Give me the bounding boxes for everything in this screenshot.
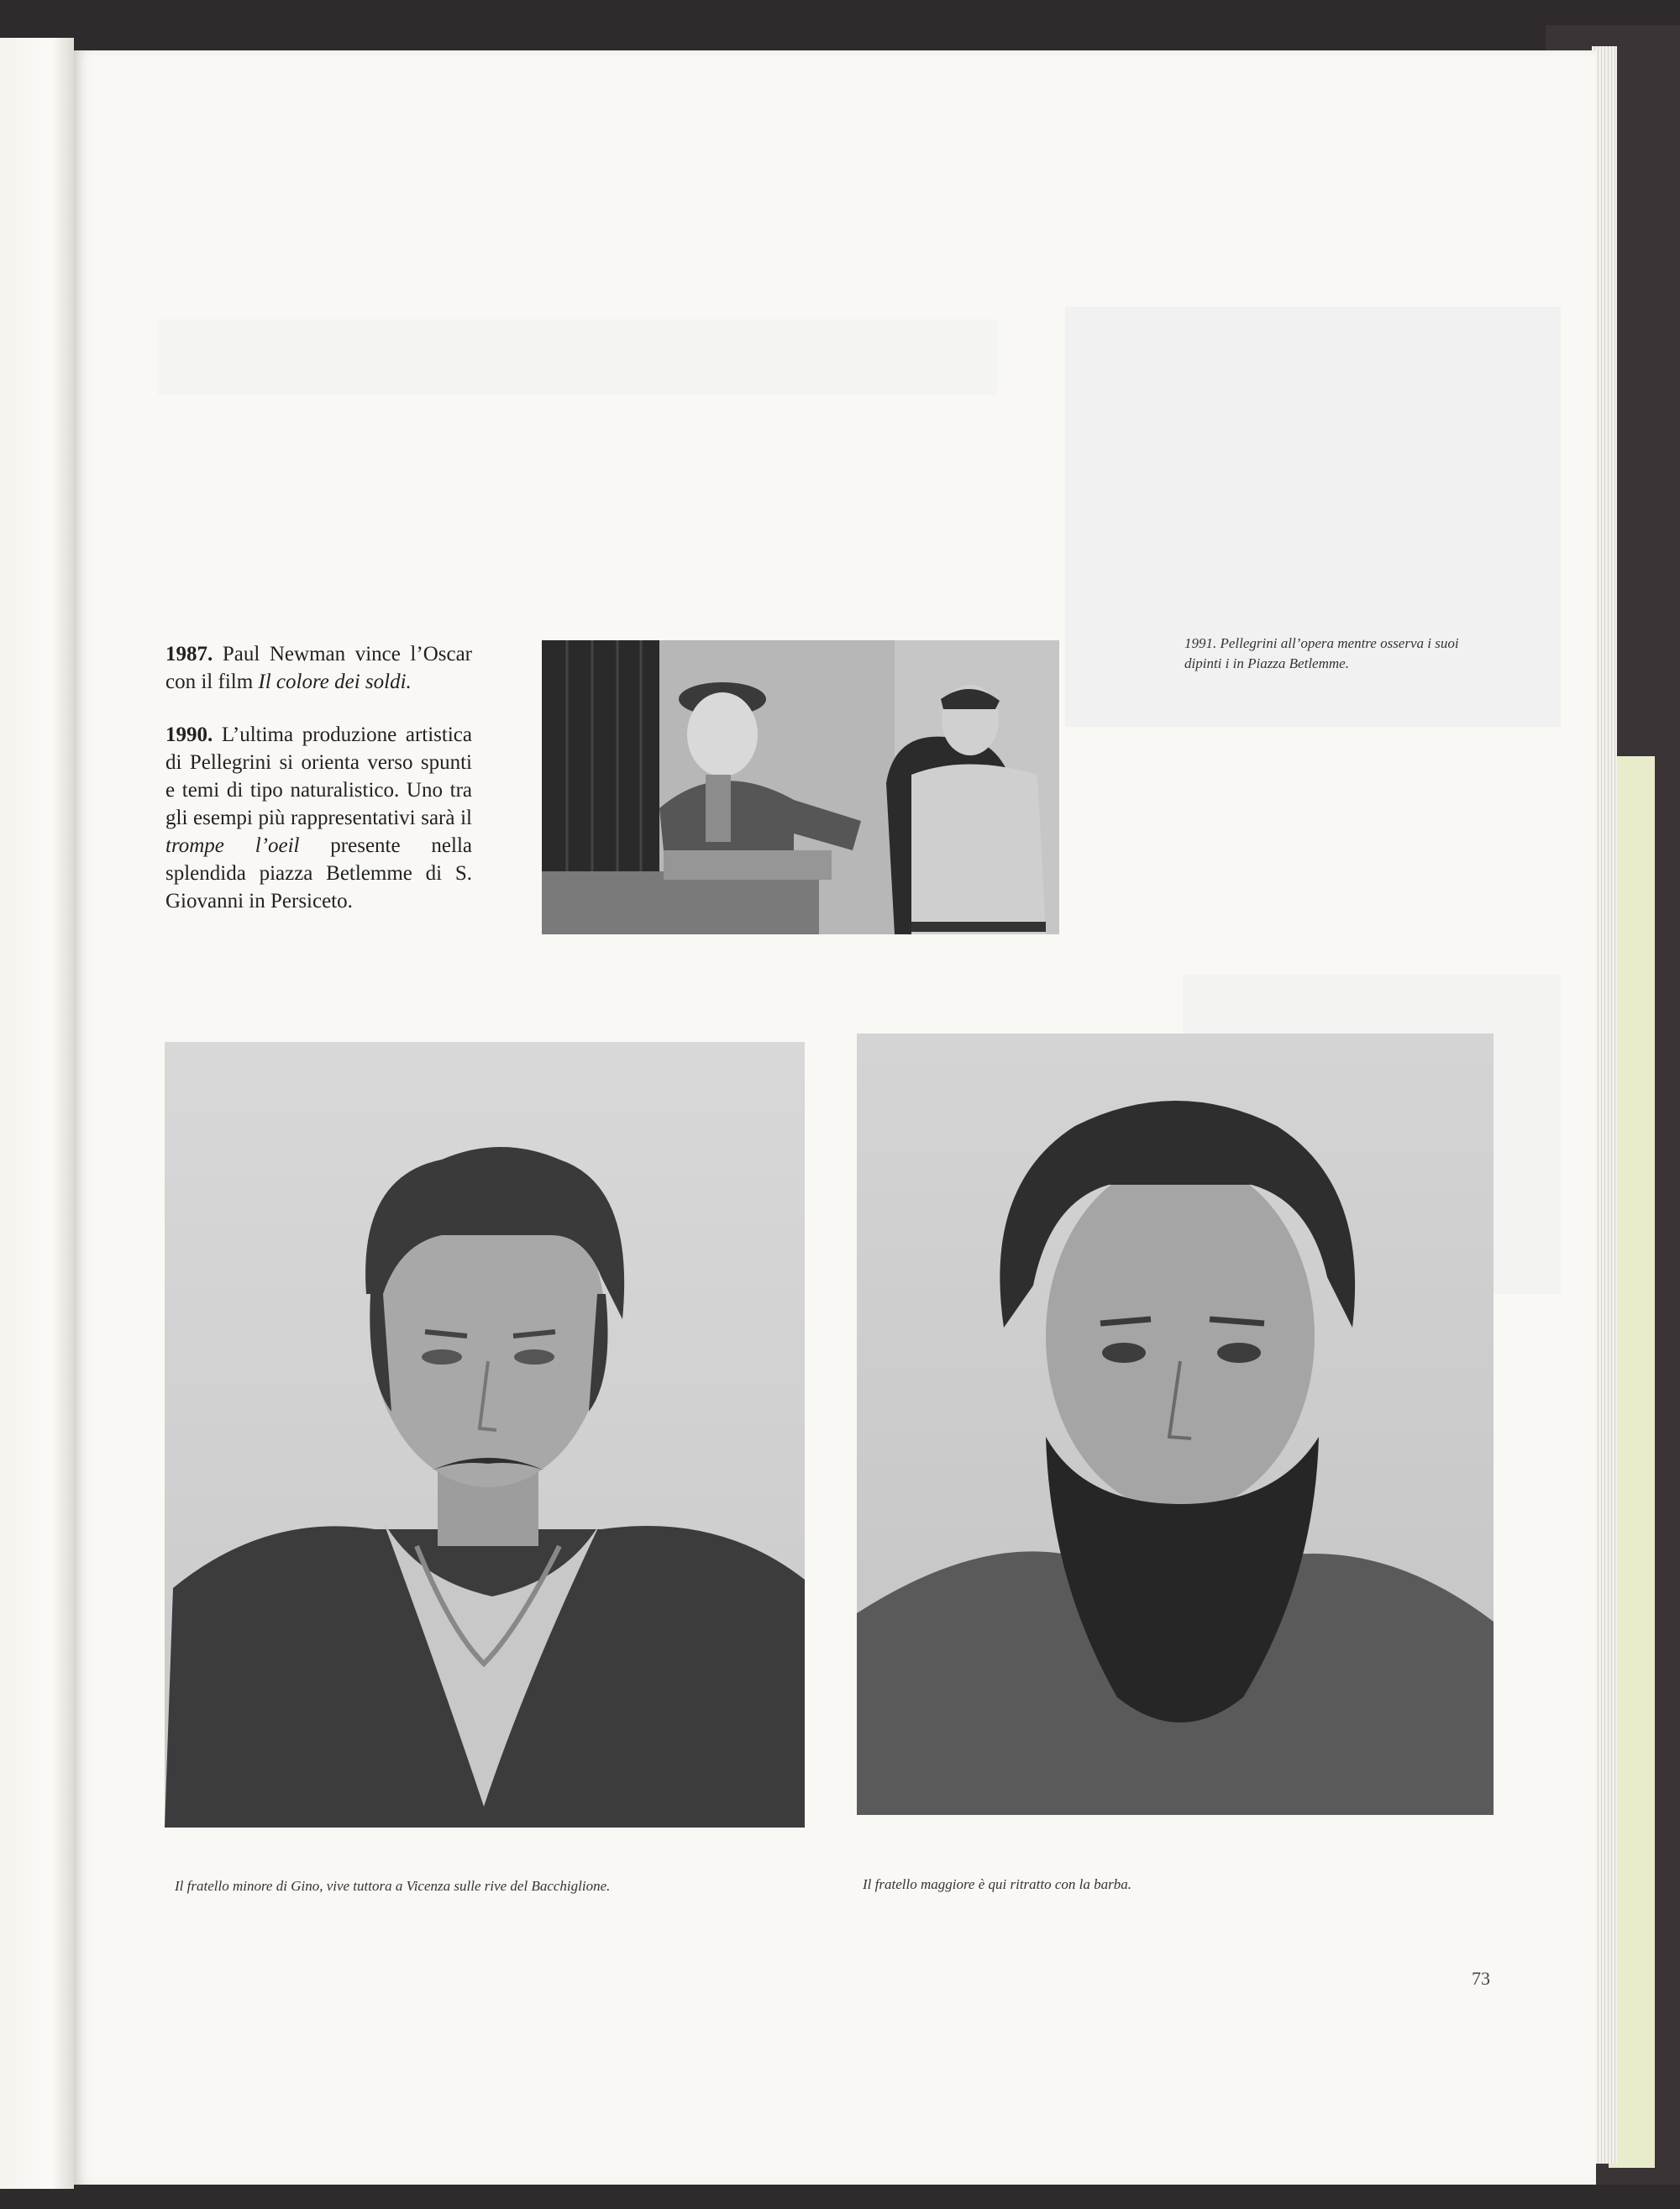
body-text — [165, 640, 472, 940]
caption-left-portrait: Il fratello minore di Gino, vive tuttora a Vicenza sulle rive del Bacchiglione. — [175, 1878, 611, 1894]
caption-top-photo: 1991. Pellegrini all’opera mentre osserva i suoi dipinti i in Piazza Betlemme. — [1184, 635, 1459, 671]
year-1987: 1987. — [165, 643, 213, 665]
left-page-edge — [0, 38, 74, 2189]
portrait-older-brother — [857, 1033, 1494, 1815]
year-1990: 1990. — [165, 723, 213, 746]
caption-right-portrait: Il fratello maggiore è qui ritratto con la barba. — [863, 1876, 1131, 1892]
show-through-ghost — [158, 319, 998, 395]
page-number: 73 — [1472, 1968, 1490, 1989]
portrait-younger-brother — [165, 1042, 805, 1828]
photo-pellegrini-mural — [542, 640, 1059, 934]
film-title: Il colore dei soldi. — [258, 671, 412, 693]
paragraph-1987: 1987. Paul Newman vince l’Oscar con il film Il colore dei soldi. — [165, 643, 472, 693]
paragraph-1990: 1990. L’ultima produzione artistica di Pellegrini si orienta verso spunti e temi di tipo naturalistico. Uno tra gli esempi più rappresentativi sarà il trompe l’oeil presente nella splendida piazza Betlemme di S. Giovanni in Persiceto. — [165, 723, 473, 913]
trompe-loeil-term: trompe l’oeil — [165, 834, 300, 857]
